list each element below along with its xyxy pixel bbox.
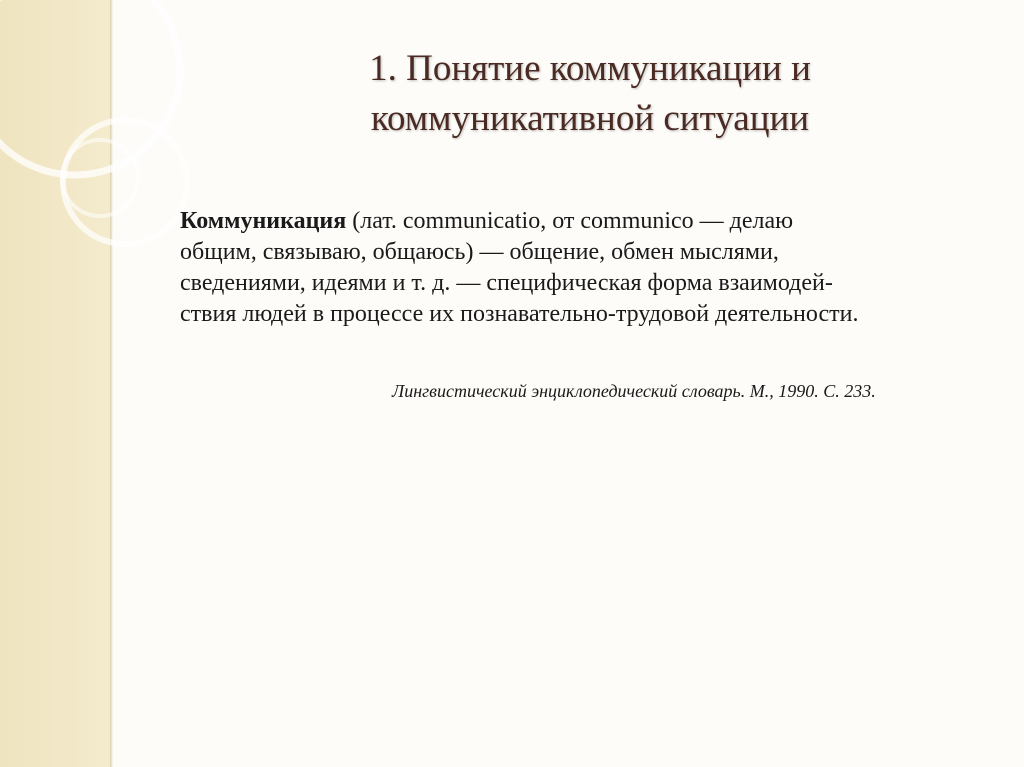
definition-line-1 [180,206,980,237]
definition-line-2: общим, связываю, общаюсь) — общение, обмен мыслями, [180,239,779,265]
definition-paragraph [180,206,980,330]
definition-line-4: ствия людей в процессе их познавательно-трудовой деятельности. [180,301,859,327]
definition-line-1-text: (лат. communicatio, от communico — делаю [346,208,794,234]
slide-title-line-2: коммуникативной ситуации [370,98,810,139]
citation-source: Лингвистический энциклопедический словарь. М., 1990. С. 233. [392,381,876,401]
slide-title [250,44,930,144]
definition-line-3: сведениями, идеями и т. д. — специфическая форма взаимодей- [180,270,833,296]
definition-term: Коммуникация [180,208,347,234]
slide-title-line-1: 1. Понятие коммуникации и [369,48,811,89]
